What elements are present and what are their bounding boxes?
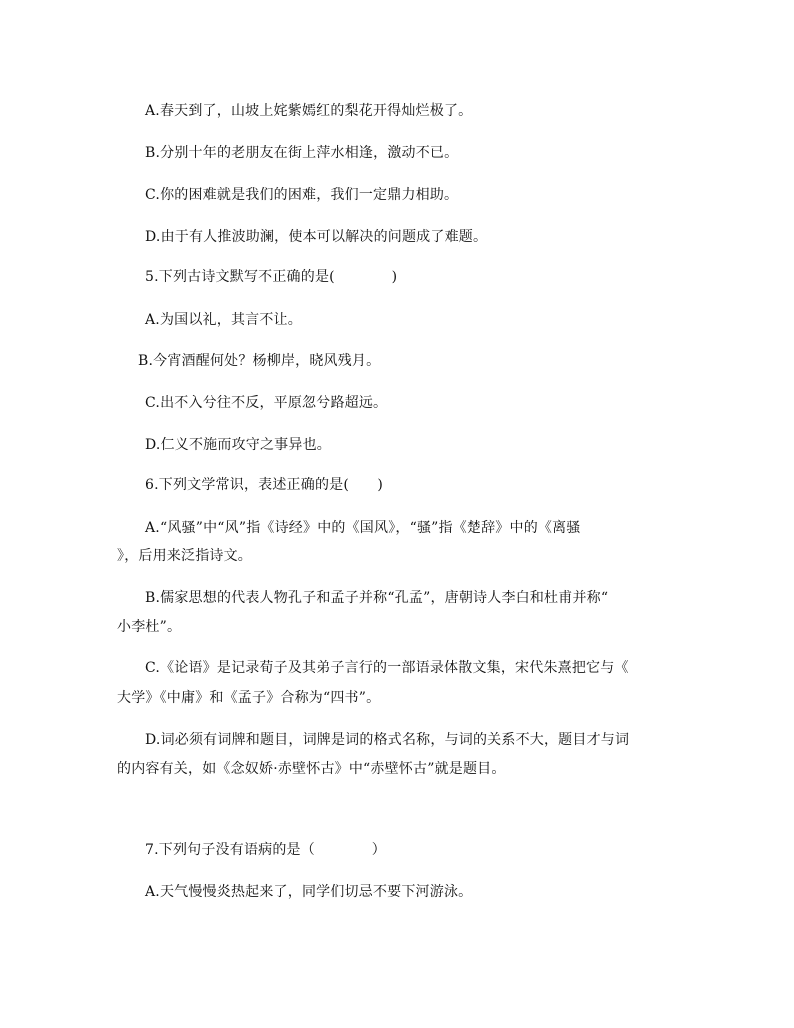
q5-option-b: B.今宵酒醒何处？杨柳岸，晓风残月。 bbox=[138, 353, 381, 369]
q6-option-d-line1: D.词必须有词牌和题目，词牌是词的格式名称，与词的关系不大，题目才与词 bbox=[145, 732, 630, 748]
q6-stem: 6.下列文学常识，表述正确的是( ) bbox=[145, 477, 384, 493]
q5-option-d: D.仁义不施而攻守之事异也。 bbox=[145, 437, 331, 453]
q5-stem: 5.下列古诗文默写不正确的是( ) bbox=[145, 269, 398, 285]
q5-option-a: A.为国以礼，其言不让。 bbox=[145, 312, 302, 328]
q4-option-b: B.分别十年的老朋友在街上萍水相逢，激动不已。 bbox=[145, 145, 459, 161]
q6-option-c-line1: C.《论语》是记录荀子及其弟子言行的一部语录体散文集，宋代朱熹把它与《 bbox=[145, 660, 629, 676]
q7-stem: 7.下列句子没有语病的是（ ） bbox=[145, 842, 386, 858]
q6-option-b-line2: 小李杜”。 bbox=[117, 619, 182, 635]
q4-option-c: C.你的困难就是我们的困难，我们一定鼎力相助。 bbox=[145, 187, 459, 203]
q6-option-a-line1: A.“风骚”中“风”指《诗经》中的《国风》，“骚”指《楚辞》中的《离骚 bbox=[145, 520, 581, 536]
q5-option-c: C.出不入兮往不反，平原忽兮路超远。 bbox=[145, 395, 388, 411]
q4-option-d: D.由于有人推波助澜，使本可以解决的问题成了难题。 bbox=[145, 229, 488, 245]
q6-option-b-line1: B.儒家思想的代表人物孔子和孟子并称“孔孟”，唐朝诗人李白和杜甫并称“ bbox=[145, 590, 609, 606]
q4-option-a: A.春天到了，山坡上姹紫嫣红的梨花开得灿烂极了。 bbox=[145, 103, 473, 119]
q6-option-c-line2: 大学》《中庸》和《孟子》合称为“四书”。 bbox=[117, 690, 381, 706]
q6-option-d-line2: 的内容有关，如《念奴娇·赤壁怀古》中“赤壁怀古”就是题目。 bbox=[117, 761, 506, 777]
q6-option-a-line2: 》，后用来泛指诗文。 bbox=[117, 548, 252, 564]
q7-option-a: A.天气慢慢炎热起来了，同学们切忌不要下河游泳。 bbox=[145, 884, 473, 900]
